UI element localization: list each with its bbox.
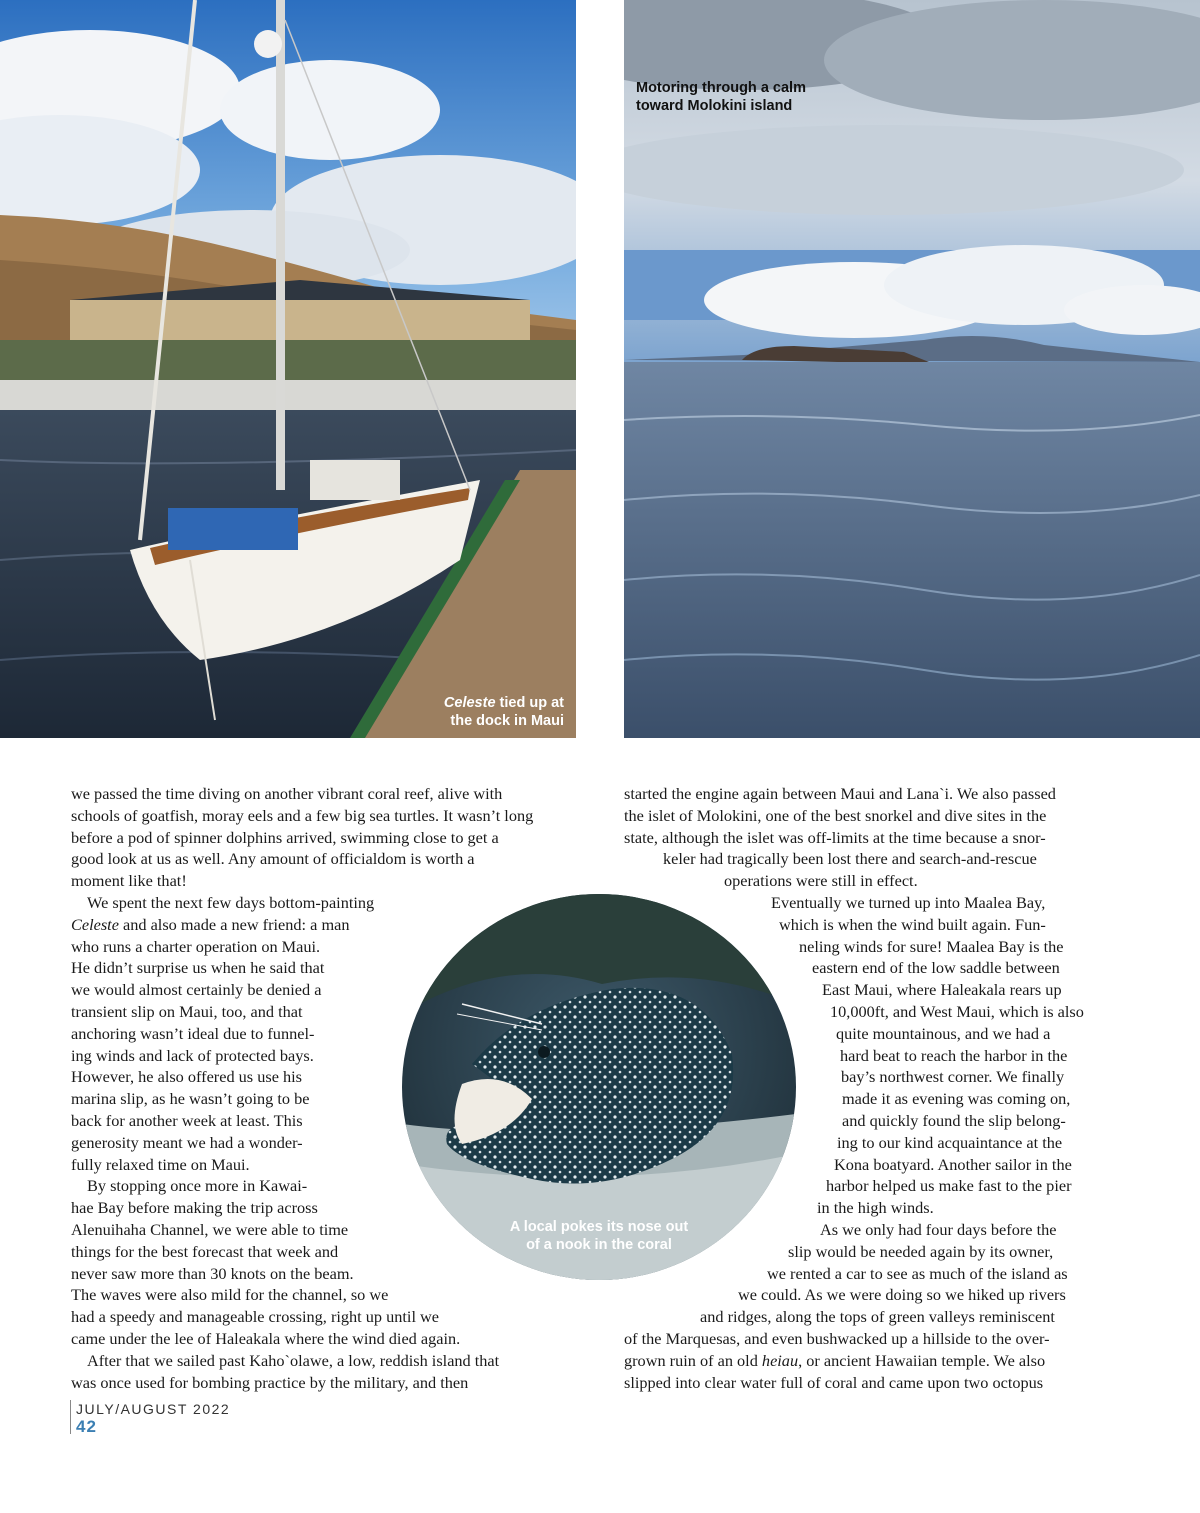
body-line: schools of goatfish, moray eels and a few big sea turtles. It wasn’t long bbox=[71, 805, 534, 825]
body-line: 10,000ft, and West Maui, which is also bbox=[830, 1001, 1084, 1021]
caption-celeste bbox=[444, 694, 564, 730]
body-line: However, he also offered us use his bbox=[71, 1067, 302, 1087]
body-line: transient slip on Maui, too, and that bbox=[71, 1001, 303, 1021]
body-line: He didn’t surprise us when he said that bbox=[71, 958, 325, 978]
body-line: we would almost certainly be denied a bbox=[71, 980, 322, 1000]
body-line: quite mountainous, and we had a bbox=[836, 1023, 1051, 1043]
body-line: started the engine again between Maui and Lana`i. We also passed bbox=[624, 784, 1056, 803]
body-line: We spent the next few days bottom-painting bbox=[87, 892, 375, 912]
body-line: back for another week at least. This bbox=[71, 1110, 303, 1130]
body-text: , or ancient Hawaiian temple. We also bbox=[798, 1350, 1046, 1370]
body-line: who runs a charter operation on Maui. bbox=[71, 936, 321, 956]
body-line: harbor helped us make fast to the pier bbox=[826, 1176, 1072, 1196]
caption-boat-name: Celeste bbox=[443, 695, 496, 711]
caption-text: A local pokes its nose out bbox=[509, 1219, 689, 1235]
body-line: we could. As we were doing so we hiked up rivers bbox=[738, 1285, 1066, 1305]
body-line: we rented a car to see as much of the island as bbox=[767, 1263, 1068, 1283]
body-line: slipped into clear water full of coral and came upon two octopus bbox=[624, 1372, 1044, 1392]
hawaiian-term: heiau bbox=[761, 1350, 799, 1370]
body-line: hae Bay before making the trip across bbox=[71, 1198, 318, 1218]
body-line: After that we sailed past Kaho`olawe, a low, reddish island that bbox=[87, 1350, 500, 1370]
body-line: As we only had four days before the bbox=[820, 1219, 1057, 1239]
body-line: the islet of Molokini, one of the best snorkel and dive sites in the bbox=[624, 805, 1047, 825]
caption-molokini bbox=[636, 79, 806, 115]
body-line: The waves were also mild for the channel, so we bbox=[71, 1285, 389, 1305]
body-line: things for the best forecast that week and bbox=[71, 1241, 339, 1261]
body-line: never saw more than 30 knots on the beam. bbox=[71, 1263, 354, 1283]
sailboat-dock-photo bbox=[0, 0, 576, 738]
sailboat-dock-illustration bbox=[0, 0, 576, 738]
body-line: moment like that! bbox=[71, 871, 187, 891]
body-line: generosity meant we had a wonder- bbox=[71, 1132, 303, 1152]
body-line: and ridges, along the tops of green valleys reminiscent bbox=[700, 1307, 1055, 1327]
caption-text: the dock in Maui bbox=[450, 713, 564, 729]
body-line: and quickly found the slip belong- bbox=[842, 1110, 1066, 1130]
issue-date: JULY/AUGUST 2022 bbox=[76, 1401, 231, 1417]
body-line: eastern end of the low saddle between bbox=[812, 958, 1060, 978]
body-line: slip would be needed again by its owner, bbox=[788, 1241, 1054, 1261]
caption-moray bbox=[474, 1218, 724, 1254]
body-line: came under the lee of Haleakala where the wind died again. bbox=[71, 1328, 461, 1348]
body-line: operations were still in effect. bbox=[724, 871, 918, 891]
body-line: in the high winds. bbox=[817, 1198, 934, 1218]
body-line: made it as evening was coming on, bbox=[842, 1089, 1071, 1109]
body-line: By stopping once more in Kawai- bbox=[87, 1176, 308, 1196]
body-line: neling winds for sure! Maalea Bay is the bbox=[799, 936, 1064, 956]
body-line: anchoring wasn’t ideal due to funnel- bbox=[71, 1023, 315, 1043]
body-line: of the Marquesas, and even bushwacked up a hillside to the over- bbox=[624, 1328, 1050, 1348]
body-line: which is when the wind built again. Fun- bbox=[779, 914, 1046, 934]
body-line: keler had tragically been lost there and search-and-rescue bbox=[663, 849, 1037, 869]
body-line: Alenuihaha Channel, we were able to time bbox=[71, 1219, 349, 1239]
body-line: hard beat to reach the harbor in the bbox=[840, 1045, 1068, 1065]
body-line: marina slip, as he wasn’t going to be bbox=[71, 1089, 310, 1109]
body-line bbox=[624, 1350, 1129, 1372]
caption-text: toward Molokini island bbox=[636, 98, 793, 114]
body-line: fully relaxed time on Maui. bbox=[71, 1154, 250, 1174]
body-line: bay’s northwest corner. We finally bbox=[841, 1067, 1065, 1087]
mast bbox=[276, 0, 285, 490]
body-text: grown ruin of an old bbox=[624, 1350, 762, 1370]
body-line: Kona boatyard. Another sailor in the bbox=[834, 1154, 1072, 1174]
body-line: before a pod of spinner dolphins arrived, swimming close to get a bbox=[71, 827, 499, 847]
body-line: state, although the islet was off-limits at the time because a snor- bbox=[624, 827, 1046, 847]
boat-name: Celeste bbox=[71, 914, 119, 934]
caption-text: tied up at bbox=[495, 695, 564, 711]
body-line: Eventually we turned up into Maalea Bay, bbox=[771, 892, 1046, 912]
body-line: East Maui, where Haleakala rears up bbox=[822, 980, 1062, 1000]
body-line: ing to our kind acquaintance at the bbox=[837, 1132, 1063, 1152]
caption-text: of a nook in the coral bbox=[526, 1237, 672, 1253]
body-text: and also made a new friend: a man bbox=[118, 914, 350, 934]
footer-rule bbox=[70, 1400, 71, 1434]
body-line: we passed the time diving on another vibrant coral reef, alive with bbox=[71, 784, 503, 803]
page-number: 42 bbox=[76, 1417, 97, 1436]
caption-text: Motoring through a calm bbox=[636, 80, 806, 96]
body-line: ing winds and lack of protected bays. bbox=[71, 1045, 314, 1065]
molokini-ocean-photo bbox=[624, 0, 1200, 738]
body-line: was once used for bombing practice by the military, and then bbox=[71, 1372, 469, 1392]
body-line: good look at us as well. Any amount of officialdom is worth a bbox=[71, 849, 475, 869]
body-line: had a speedy and manageable crossing, right up until we bbox=[71, 1307, 440, 1327]
